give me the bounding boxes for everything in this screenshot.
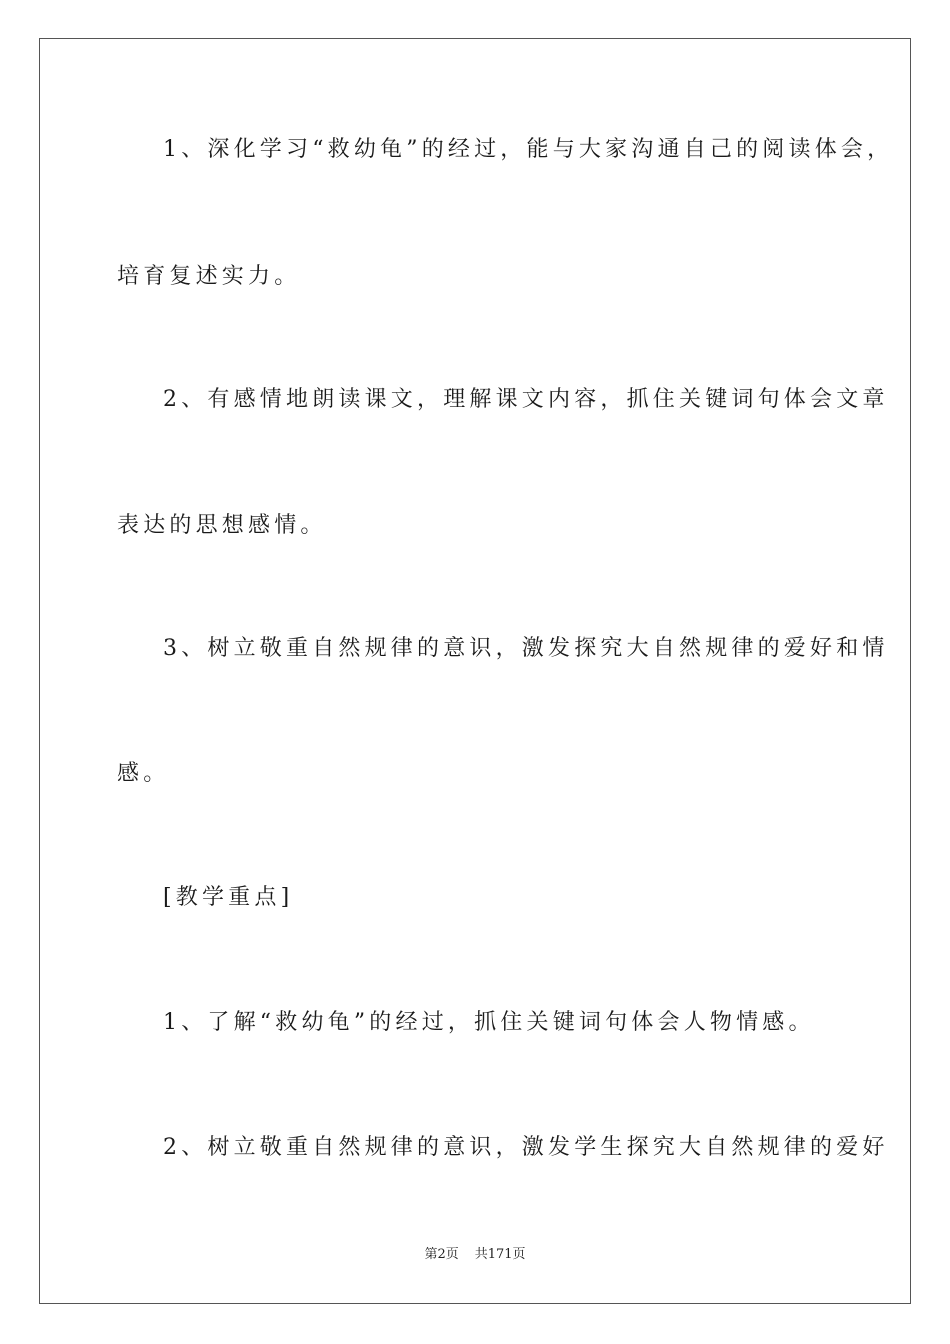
objective-3-line-2: 感。 bbox=[117, 761, 170, 786]
section-heading-teaching-focus: [教学重点] bbox=[163, 885, 294, 910]
page-border bbox=[39, 38, 911, 1304]
objective-2-line-1: 2、有感情地朗读课文，理解课文内容，抓住关键词句体会文章 bbox=[163, 387, 889, 412]
objective-1-line-1: 1、深化学习“救幼龟”的经过，能与大家沟通自己的阅读体会， bbox=[163, 137, 894, 162]
page-footer bbox=[0, 1246, 950, 1264]
focus-2-line: 2、树立敬重自然规律的意识，激发学生探究大自然规律的爱好 bbox=[163, 1135, 889, 1160]
objective-1-line-2: 培育复述实力。 bbox=[117, 264, 301, 289]
page-total: 共171页 bbox=[474, 1247, 526, 1262]
objective-2-line-2: 表达的思想感情。 bbox=[117, 513, 327, 538]
objective-3-line-1: 3、树立敬重自然规律的意识，激发探究大自然规律的爱好和情 bbox=[163, 636, 889, 661]
page-number: 第2页 bbox=[424, 1247, 459, 1262]
focus-1-line: 1、了解“救幼龟”的经过，抓住关键词句体会人物情感。 bbox=[163, 1010, 815, 1035]
